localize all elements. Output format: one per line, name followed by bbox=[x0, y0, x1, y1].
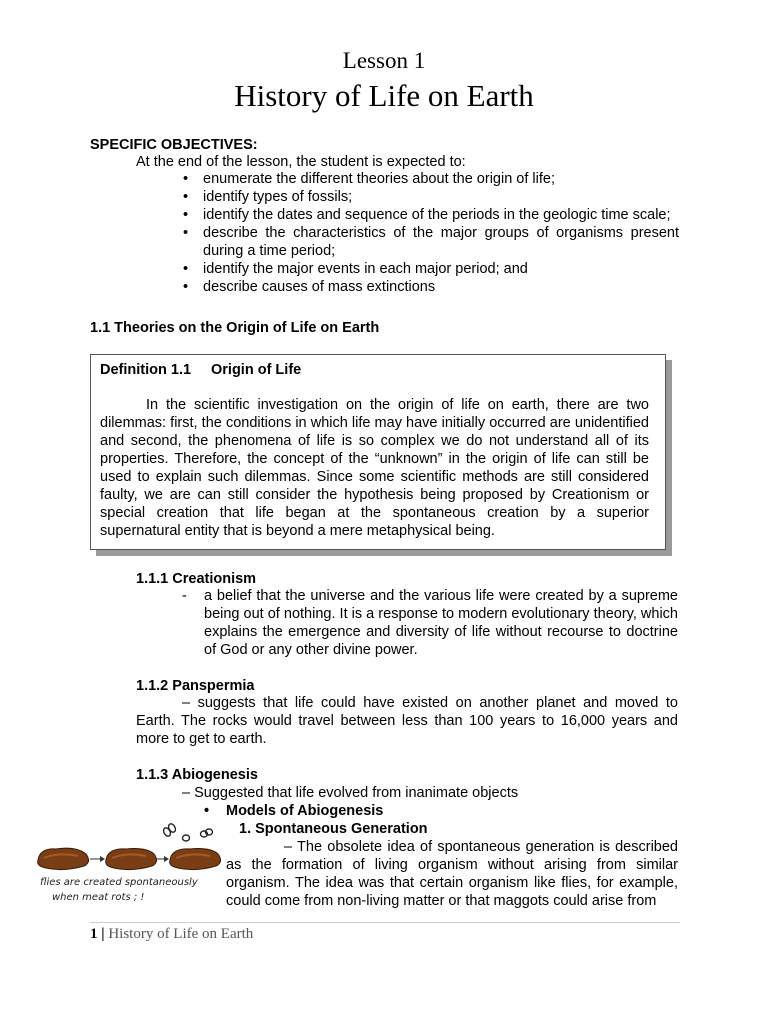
footer-divider bbox=[90, 922, 680, 923]
definition-box bbox=[90, 354, 666, 550]
creationism-dash: - bbox=[182, 588, 187, 604]
meat-icon bbox=[170, 849, 221, 870]
lesson-number: Lesson 1 bbox=[342, 48, 426, 73]
definition-title: Origin of Life bbox=[211, 362, 302, 378]
abiogenesis-text: – Suggested that life evolved from inanimate objects bbox=[182, 785, 519, 801]
objective-item: • identify the dates and sequence of the periods in the geologic time scale; bbox=[183, 206, 679, 224]
illustration-caption-1: flies are created spontaneously bbox=[40, 877, 198, 888]
abiogenesis-heading: 1.1.3 Abiogenesis bbox=[136, 767, 258, 783]
meat-icon bbox=[106, 849, 157, 870]
model-1-heading: 1. Spontaneous Generation bbox=[239, 821, 428, 837]
illustration-caption-2: when meat rots ; ! bbox=[52, 892, 145, 903]
creationism-text: a belief that the universe and the various life were created by a supreme being out of nothing. It is a response to modern evolutionary theory, which explains the emergence and diversity of life without recourse to doctrine of God or any other divine power. bbox=[204, 588, 678, 658]
fly-icon bbox=[162, 823, 177, 838]
section-heading: 1.1 Theories on the Origin of Life on Earth bbox=[90, 320, 380, 336]
panspermia-heading: 1.1.2 Panspermia bbox=[136, 678, 255, 694]
objective-item: • identify the major events in each major period; and bbox=[183, 260, 679, 278]
models-bullet: • bbox=[204, 803, 210, 819]
objective-item: • describe the characteristics of the major groups of organisms present during a time period; bbox=[183, 224, 679, 260]
definition-label: Definition 1.1 bbox=[100, 362, 192, 378]
panspermia-text: – suggests that life could have existed on another planet and moved to Earth. The rocks would travel between less than 100 years to 16,000 years and more to get to earth. bbox=[136, 695, 678, 747]
definition-text: In the scientific investigation on the origin of life on earth, there are two dilemmas: first, the conditions in which life may have initially occurred are unidentified and second, the phenomena of life is so complex we do not understand all of its properties. Therefore, the concept of the “unknown” in the origin of life can still be used to explain such dilemmas. Since some scientific methods are still considered faulty, we are can still consider the hypothesis being proposed by Creationism or special creation that life began at the spontaneous creation by a superior supernatural entity that is beyond a mere metaphysical being. bbox=[100, 397, 649, 539]
objective-item: • describe causes of mass extinctions bbox=[183, 278, 679, 296]
fly-icon bbox=[183, 829, 213, 841]
page-number: 1 | bbox=[90, 926, 105, 942]
objectives-list bbox=[183, 170, 679, 296]
objective-item: • enumerate the different theories about the origin of life; bbox=[183, 170, 679, 188]
creationism-heading: 1.1.1 Creationism bbox=[136, 571, 257, 587]
model-1-text: – The obsolete idea of spontaneous generation is described as the formation of living organism without arising from similar organism. The idea was that certain organism like flies, for example, could come from non-living matter or that maggots could arise from bbox=[226, 839, 678, 909]
footer-title: History of Life on Earth bbox=[108, 926, 254, 942]
objectives-intro: At the end of the lesson, the student is expected to: bbox=[136, 154, 466, 170]
objectives-heading: SPECIFIC OBJECTIVES: bbox=[90, 137, 258, 153]
objective-item: • identify types of fossils; bbox=[183, 188, 679, 206]
page-footer bbox=[90, 926, 253, 943]
meat-icon bbox=[38, 848, 89, 869]
lesson-title: History of Life on Earth bbox=[234, 78, 534, 113]
models-heading: Models of Abiogenesis bbox=[226, 803, 384, 819]
